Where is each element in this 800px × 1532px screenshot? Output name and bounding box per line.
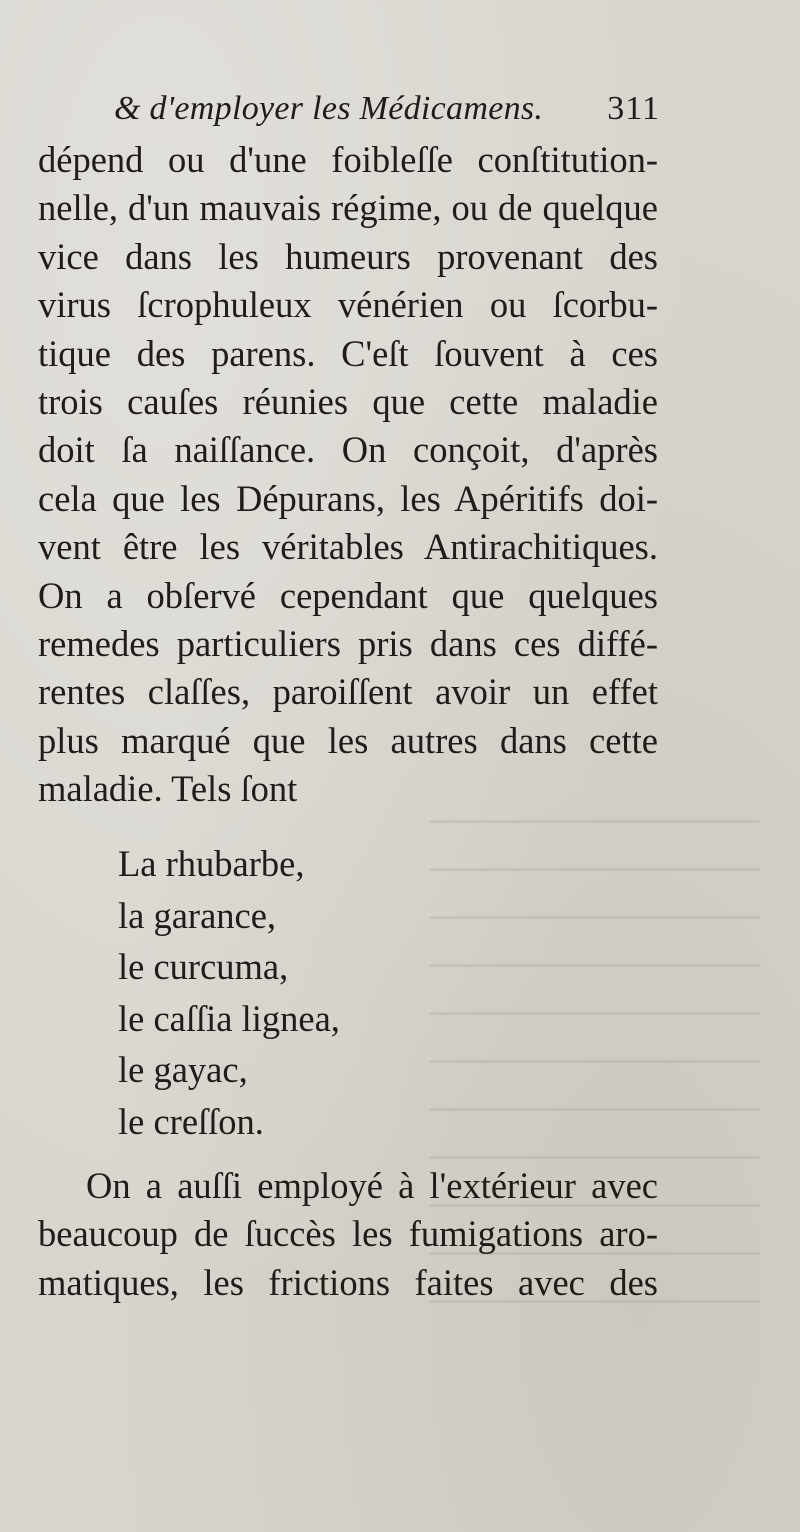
text-line: doit ſa naiſſance. On conçoit, d'après xyxy=(38,429,658,471)
text-line: nelle, d'un mauvais régime, ou de quelque xyxy=(38,187,658,229)
text-line: rentes claſſes, paroiſſent avoir un effet xyxy=(38,671,658,713)
text-line: tique des parens. C'eſt ſouvent à ces xyxy=(38,332,658,374)
text-line: vent être les véritables Antirachitiques. xyxy=(38,526,658,568)
running-header xyxy=(100,90,660,134)
list-item: la garance, xyxy=(118,894,277,936)
text-line: On a auſſi employé à l'extérieur avec xyxy=(86,1165,658,1206)
text-line: cela que les Dépurans, les Apéritifs doi- xyxy=(38,477,658,519)
text-line: vice dans les humeurs provenant des xyxy=(38,235,658,277)
text-line: virus ſcrophuleux vénérien ou ſcorbu- xyxy=(38,284,658,326)
paragraph-body xyxy=(38,1162,658,1307)
page-number: 311 xyxy=(607,90,660,127)
text-line: remedes particuliers pris dans ces diffé- xyxy=(38,622,658,664)
running-title: & d'employer les Médicamens. xyxy=(114,90,544,127)
paragraph-body xyxy=(38,136,658,813)
text-line: matiques, les frictions faites avec des xyxy=(38,1261,658,1303)
text-line: maladie. Tels ſont xyxy=(38,768,298,810)
list-item: le caſſia lignea, xyxy=(118,997,340,1039)
list-item: le creſſon. xyxy=(118,1100,264,1142)
text-line: dépend ou d'une foibleſſe conſtitution- xyxy=(38,139,658,180)
text-line: plus marqué que les autres dans cette xyxy=(38,719,658,761)
remedies-list xyxy=(118,838,340,1147)
list-item: le gayac, xyxy=(118,1049,248,1090)
text-line: trois cauſes réunies que cette maladie xyxy=(38,380,658,422)
list-item: le curcuma, xyxy=(118,946,289,987)
list-item: La rhubarbe, xyxy=(118,843,305,884)
text-line: beaucoup de ſuccès les fumigations aro- xyxy=(38,1213,658,1255)
text-line: On a obſervé cependant que quelques xyxy=(38,574,658,616)
